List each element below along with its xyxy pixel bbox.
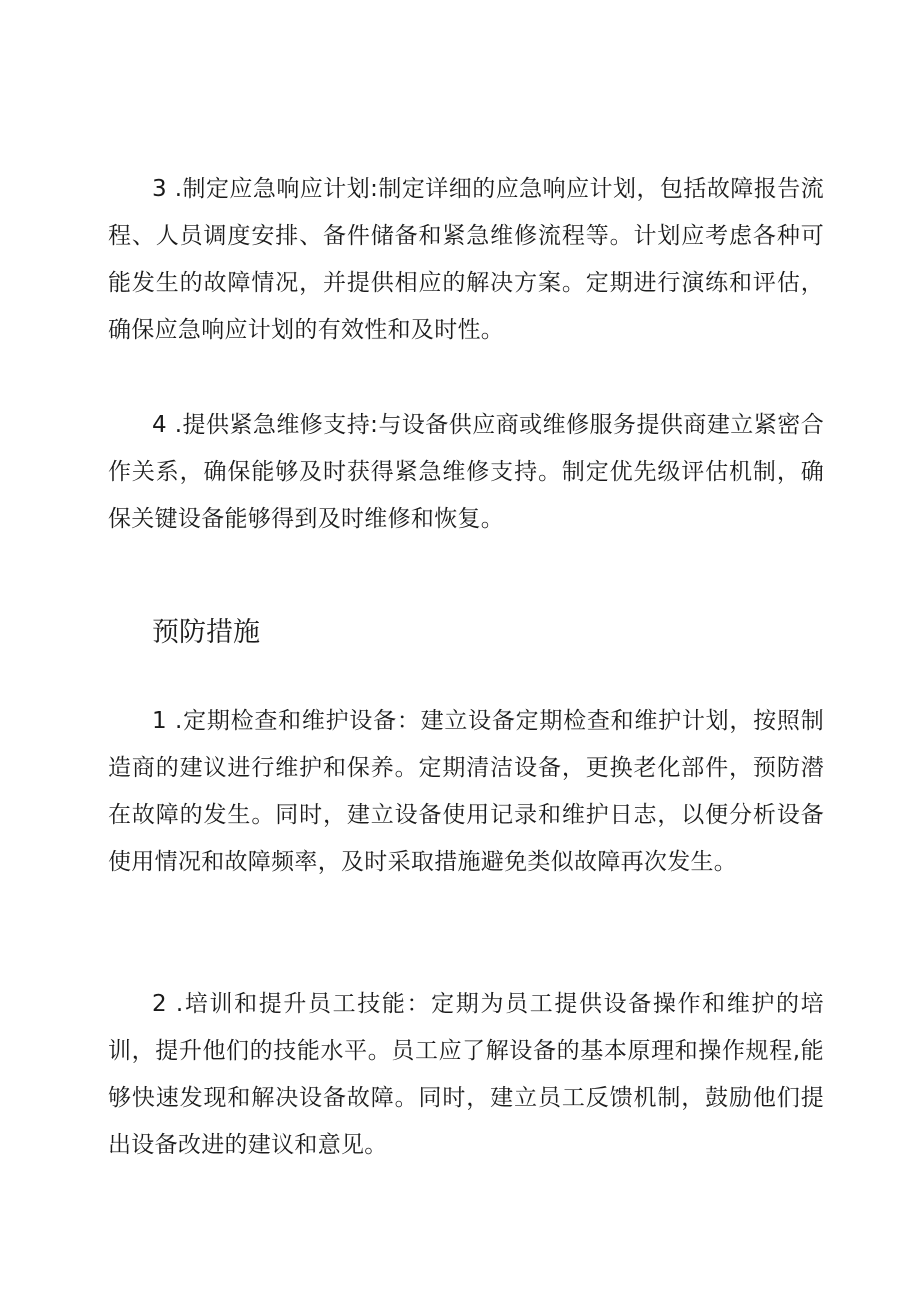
paragraph-staff-training: 2 .培训和提升员工技能：定期为员工提供设备操作和维护的培训，提升他们的技能水平。员工应了解设备的基本原理和操作规程,能够快速发现和解决设备故障。同时，建立员工反馈机制，鼓励他们提出设备改进的建议和意见。 — [108, 991, 824, 1158]
section-heading-prevention: 预防措施 — [152, 617, 260, 648]
paragraph-emergency-repair-support: 4 .提供紧急维修支持:与设备供应商或维修服务提供商建立紧密合作关系，确保能够及时获得紧急维修支持。制定优先级评估机制，确保关键设备能够得到及时维修和恢复。 — [108, 412, 824, 532]
paragraph-emergency-plan: 3 .制定应急响应计划:制定详细的应急响应计划，包括故障报告流程、人员调度安排、备件储备和紧急维修流程等。计划应考虑各种可能发生的故障情况，并提供相应的解决方案。定期进行演练和评估，确保应急响应计划的有效性和及时性。 — [108, 176, 824, 343]
paragraph-regular-maintenance: 1 .定期检查和维护设备：建立设备定期检查和维护计划，按照制造商的建议进行维护和保养。定期清洁设备，更换老化部件，预防潜在故障的发生。同时，建立设备使用记录和维护日志，以便分析设备使用情况和故障频率，及时采取措施避免类似故障再次发生。 — [108, 708, 824, 875]
